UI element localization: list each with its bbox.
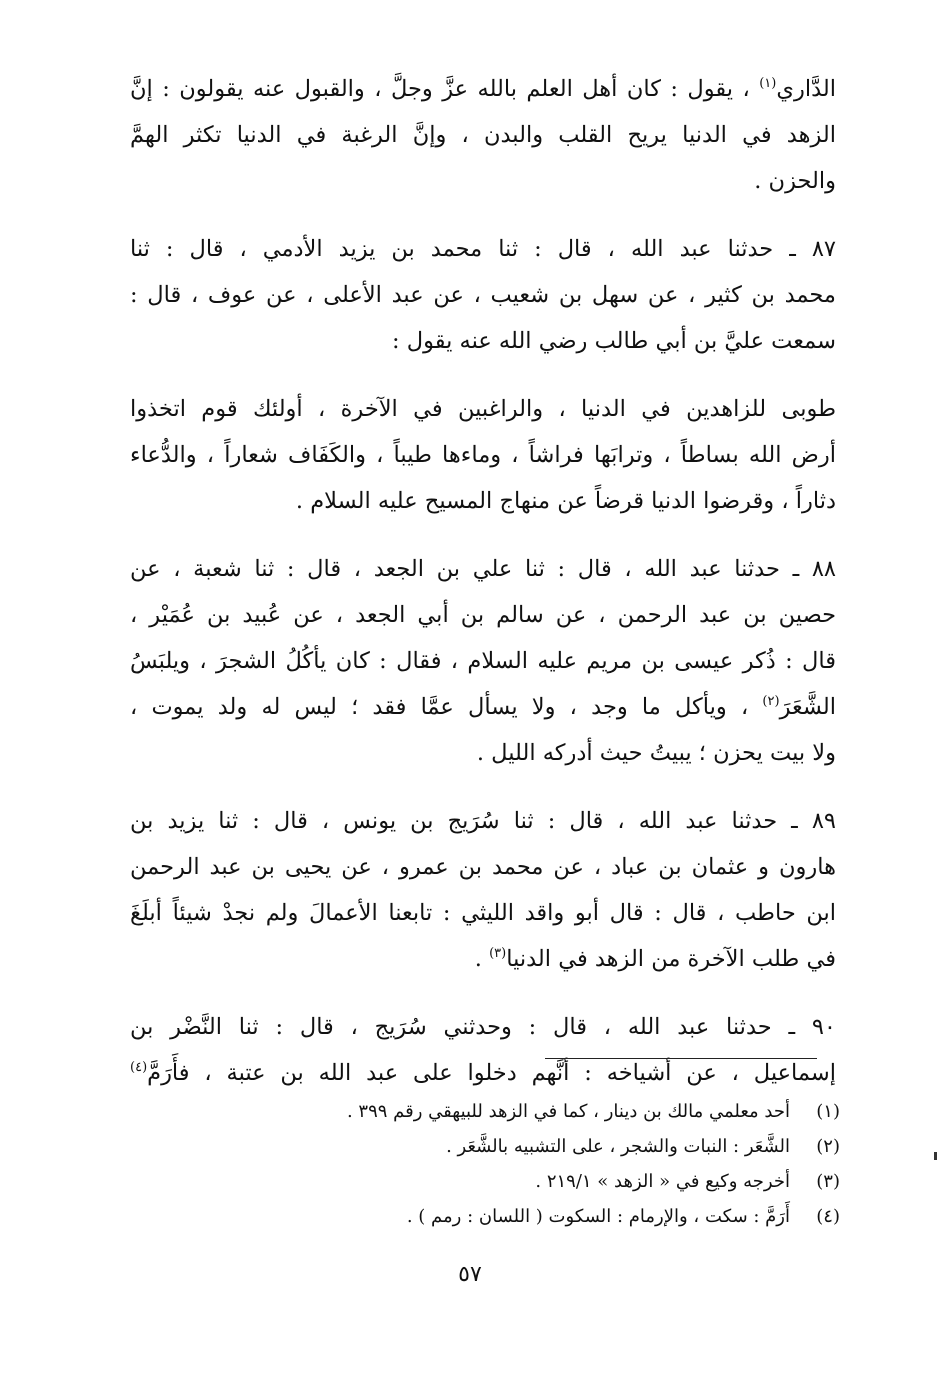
text-line: أرض الله بساطاً ، وترابَها فراشاً ، وماءها طيباً ، والكَفَاف شعاراً ، والدُّعاء [130, 442, 836, 468]
footnote-number: (١) [816, 1101, 840, 1122]
footnote-mark[interactable]: (٤) [130, 1060, 148, 1075]
footnote-text: أخرجه وكيع في « الزهد » ٢١٩/١ . [535, 1171, 790, 1192]
footnotes [300, 1094, 840, 1234]
footnote-number: (٤) [816, 1206, 840, 1227]
text-line: إسماعيل ، عن أشياخه : أنَّهم دخلوا على عبد الله بن عتبة ، فأَرَمَّ$^{(٤)}$ [130, 1060, 836, 1086]
paragraph-intro [130, 66, 836, 204]
paragraph-quote [130, 386, 836, 524]
text-line: ٨٧ ـ حدثنا عبد الله ، قال : ثنا محمد بن يزيد الأدمي ، قال : ثنا [130, 236, 836, 262]
footnote-item [300, 1199, 840, 1234]
text-line: سمعت عليَّ بن أبي طالب رضي الله عنه يقول : [392, 328, 836, 354]
paragraph-87 [130, 226, 836, 364]
text-line: هارون و عثمان بن عباد ، عن محمد بن عمرو ، عن يحيى بن عبد الرحمن [130, 854, 836, 880]
paragraph-89 [130, 798, 836, 982]
footnote-text: الشَّعَر : النبات والشجر ، على التشبيه بالشَّعَر . [446, 1136, 790, 1157]
margin-mark [934, 1152, 937, 1160]
text-line: محمد بن كثير ، عن سهل بن شعيب ، عن عبد الأعلى ، عن عوف ، قال : [130, 282, 836, 308]
footnote-item [300, 1129, 840, 1164]
footnote-mark[interactable]: (٣) [489, 946, 507, 961]
footnote-number: (٢) [816, 1136, 840, 1157]
page-number: ٥٧ [458, 1262, 482, 1287]
footnote-item [300, 1094, 840, 1129]
text-line: والحزن . [754, 168, 836, 194]
footnote-number: (٣) [816, 1171, 840, 1192]
footnote-mark[interactable]: (١) [759, 76, 777, 91]
footnote-item [300, 1164, 840, 1199]
text-line: ابن حاطب ، قال : قال أبو واقد الليثي : تابعنا الأعمالَ ولم نجدْ شيئاً أبلَغَ [130, 900, 836, 926]
paragraph-90 [130, 1004, 836, 1096]
text-line: ٨٨ ـ حدثنا عبد الله ، قال : ثنا علي بن الجعد ، قال : ثنا شعبة ، عن [130, 556, 836, 582]
text-line: في طلب الآخرة من الزهد في الدنيا$^{(٣)}$ . [474, 946, 836, 972]
text-line: قال : ذُكر عيسى بن مريم عليه السلام ، فقال : كان يأكُلُ الشجرَ ، ويلبَسُ [130, 648, 836, 674]
footnote-mark[interactable]: (٢) [762, 694, 780, 709]
text-line: ٨٩ ـ حدثنا عبد الله ، قال : ثنا سُرَيج بن يونس ، قال : ثنا يزيد بن [130, 808, 836, 834]
text-line: حصين بن عبد الرحمن ، عن سالم بن أبي الجعد ، عن عُبيد بن عُمَيْر ، [130, 602, 836, 628]
footnote-text: أَرَمَّ : سكت ، والإرمام : السكوت ( اللسان : رمم ) . [406, 1206, 790, 1227]
paragraph-88 [130, 546, 836, 776]
text-line: الدَّاري$^{(١)}$ ، يقول : كان أهل العلم بالله عزَّ وجلَّ ، والقبول عنه يقولون : إنَّ [130, 76, 836, 102]
footnote-text: أحد معلمي مالك بن دينار ، كما في الزهد للبيهقي رقم ٣٩٩ . [346, 1101, 790, 1122]
text-line: دثاراً ، وقرضوا الدنيا قرضاً عن منهاج المسيح عليه السلام . [295, 488, 836, 514]
main-text [130, 66, 836, 1096]
text-line: ٩٠ ـ حدثنا عبد الله ، قال : وحدثني سُرَيج ، قال : ثنا النَّضْر بن [130, 1014, 836, 1040]
text-line: الزهد في الدنيا يريح القلب والبدن ، وإنَّ الرغبة في الدنيا تكثر الهمَّ [130, 122, 836, 148]
text-line: ولا بيت يحزن ؛ يبيتُ حيث أدركه الليل . [476, 740, 836, 766]
text-line: طوبى للزاهدين في الدنيا ، والراغبين في الآخرة ، أولئك قوم اتخذوا [130, 396, 836, 422]
text-line: الشَّعَرَ$^{(٢)}$ ، ويأكل ما وجد ، ولا يسأل عمَّا فقد ؛ ليس له ولد يموت ، [130, 694, 836, 720]
footnote-separator [545, 1058, 817, 1059]
